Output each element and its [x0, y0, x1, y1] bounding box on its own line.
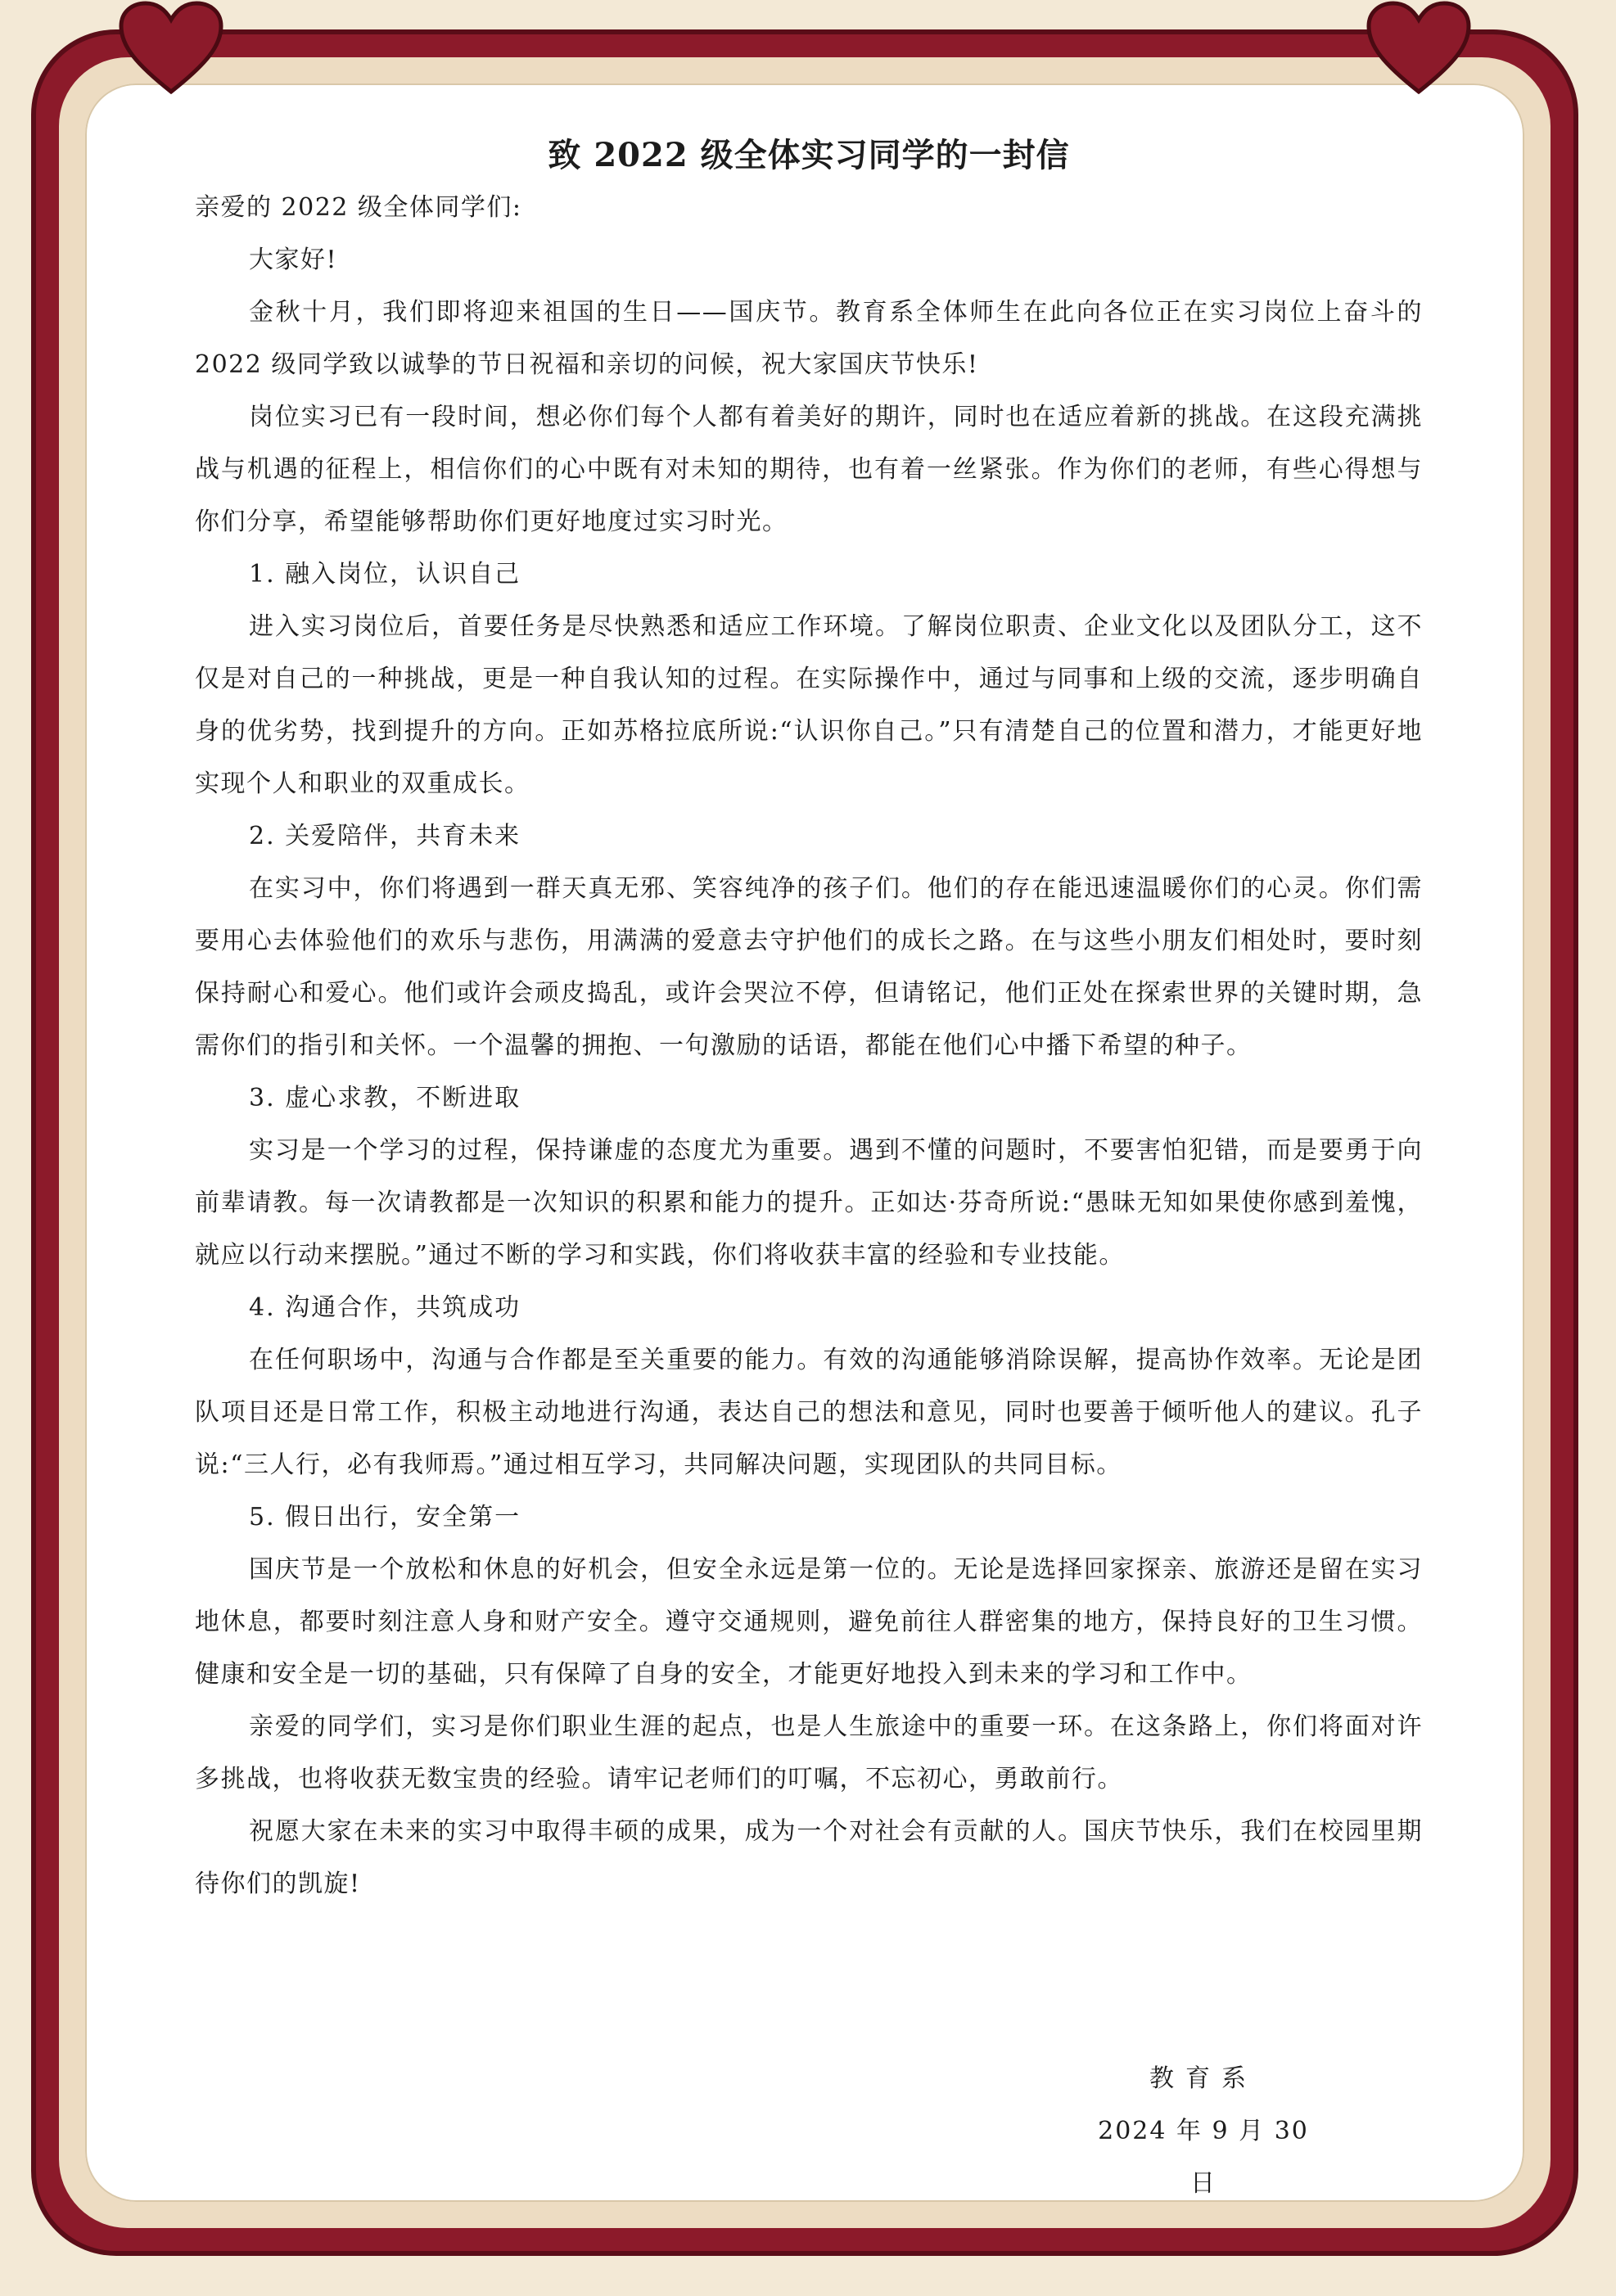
section-paragraph: 进入实习岗位后，首要任务是尽快熟悉和适应工作环境。了解岗位职责、企业文化以及团队分工，这不仅是对自己的一种挑战，更是一种自我认知的过程。在实际操作中，通过与同事和上级的交流，逐步明确自身的优劣势，找到提升的方向。正如苏格拉底所说:“认识你自己。”只有清楚自己的位置和潜力，才能更好地实现个人和职业的双重成长。 — [195, 612, 1423, 798]
intro-paragraph: 金秋十月，我们即将迎来祖国的生日——国庆节。教育系全体师生在此向各位正在实习岗位上奋斗的 2022 级同学致以诚挚的节日祝福和亲切的问候，祝大家国庆节快乐! — [195, 298, 1423, 379]
heart-icon — [1365, 0, 1472, 97]
signature-department: 教育系 — [1149, 2064, 1257, 2093]
closing-paragraph: 亲爱的同学们，实习是你们职业生涯的起点，也是人生旅途中的重要一环。在这条路上，你们将面对许多挑战，也将收获无数宝贵的经验。请牢记老师们的叮嘱，不忘初心，勇敢前行。 — [195, 1712, 1423, 1793]
section-heading: 3. 虚心求教，不断进取 — [249, 1084, 521, 1112]
signature-date: 2024 年 9 月 30 日 — [1098, 2117, 1309, 2198]
section-heading: 4. 沟通合作，共筑成功 — [249, 1293, 521, 1322]
section-heading: 2. 关爱陪伴，共育未来 — [249, 822, 521, 850]
salutation: 亲爱的 2022 级全体同学们: — [195, 193, 522, 222]
page-title: 致 2022 级全体实习同学的一封信 — [548, 136, 1070, 174]
heart-icon — [118, 0, 224, 97]
section-paragraph: 国庆节是一个放松和休息的好机会，但安全永远是第一位的。无论是选择回家探亲、旅游还是留在实习地休息，都要时刻注意人身和财产安全。遵守交通规则，避免前往人群密集的地方，保持良好的卫生习惯。健康和安全是一切的基础，只有保障了自身的安全，才能更好地投入到未来的学习和工作中。 — [195, 1555, 1423, 1689]
letter-body — [195, 129, 1423, 1910]
section-paragraph: 在实习中，你们将遇到一群天真无邪、笑容纯净的孩子们。他们的存在能迅速温暖你们的心灵。你们需要用心去体验他们的欢乐与悲伤，用满满的爱意去守护他们的成长之路。在与这些小朋友们相处时，要时刻保持耐心和爱心。他们或许会顽皮捣乱，或许会哭泣不停，但请铭记，他们正处在探索世界的关键时期，急需你们的指引和关怀。一个温馨的拥抱、一句激励的话语，都能在他们心中播下希望的种子。 — [195, 874, 1423, 1060]
section-heading: 1. 融入岗位，认识自己 — [249, 560, 521, 589]
signature-block — [1081, 2053, 1326, 2210]
section-paragraph: 在任何职场中，沟通与合作都是至关重要的能力。有效的沟通能够消除误解，提高协作效率。无论是团队项目还是日常工作，积极主动地进行沟通，表达自己的想法和意见，同时也要善于倾听他人的建议。孔子说:“三人行，必有我师焉。”通过相互学习，共同解决问题，实现团队的共同目标。 — [195, 1346, 1423, 1479]
section-paragraph: 实习是一个学习的过程，保持谦虚的态度尤为重要。遇到不懂的问题时，不要害怕犯错，而是要勇于向前辈请教。每一次请教都是一次知识的积累和能力的提升。正如达·芬奇所说:“愚昧无知如果使你感到羞愧，就应以行动来摆脱。”通过不断的学习和实践，你们将收获丰富的经验和专业技能。 — [195, 1136, 1423, 1270]
greeting: 大家好! — [249, 246, 338, 274]
closing-paragraph: 祝愿大家在未来的实习中取得丰硕的成果，成为一个对社会有贡献的人。国庆节快乐，我们在校园里期待你们的凯旋! — [195, 1817, 1423, 1898]
section-heading: 5. 假日出行，安全第一 — [249, 1503, 521, 1531]
intro-paragraph: 岗位实习已有一段时间，想必你们每个人都有着美好的期许，同时也在适应着新的挑战。在这段充满挑战与机遇的征程上，相信你们的心中既有对未知的期待，也有着一丝紧张。作为你们的老师，有些心得想与你们分享，希望能够帮助你们更好地度过实习时光。 — [195, 403, 1423, 536]
